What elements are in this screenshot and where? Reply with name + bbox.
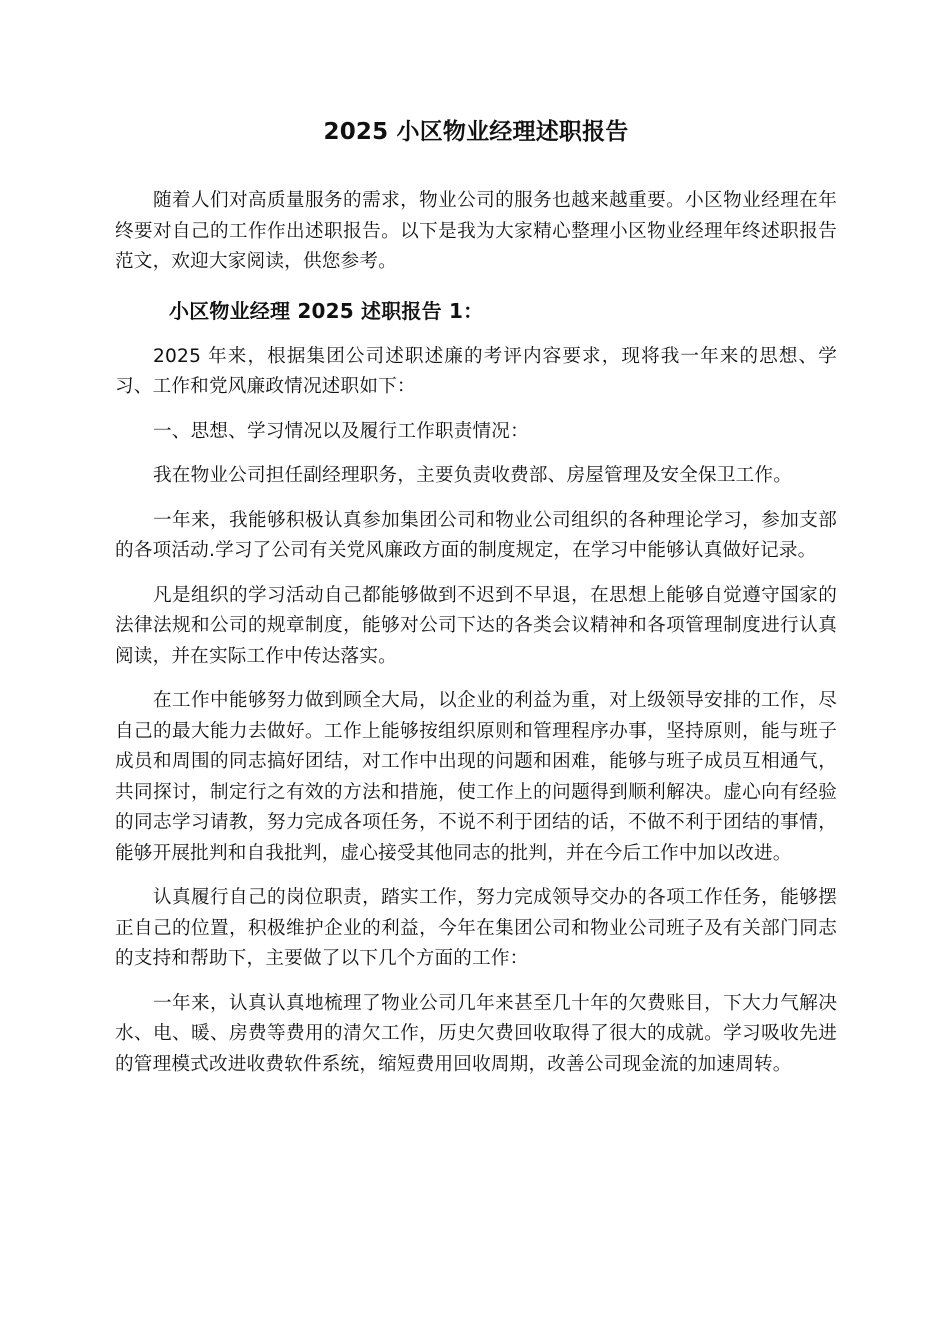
paragraph-spacing [115, 492, 837, 506]
section-heading: 小区物业经理 2025 述职报告 1： [169, 298, 484, 323]
paragraph-spacing [115, 869, 837, 883]
intro-paragraph: 随着人们对高质量服务的需求，物业公司的服务也越来越重要。小区物业经理在年终要对自己的工作作出述职报告。以下是我为大家精心整理小区物业经理年终述职报告范文，欢迎大家阅读，供您参考。 [115, 190, 837, 272]
section-subheading-paragraph: 一、思想、学习情况以及履行工作职责情况： [153, 420, 529, 442]
document-content [115, 115, 837, 1080]
paragraph-spacing [115, 447, 837, 461]
position-duty-paragraph: 我在物业公司担任副经理职务，主要负责收费部、房屋管理及安全保卫工作。 [153, 465, 792, 486]
title-spacing [115, 149, 837, 186]
paragraph-spacing [115, 975, 837, 989]
report-opening-paragraph: 2025 年来，根据集团公司述职述廉的考评内容要求，现将我一年来的思想、学习、工作和党风廉政情况述职如下： [115, 345, 837, 397]
document-title: 2025 小区物业经理述职报告 [323, 119, 629, 145]
paragraph-spacing [115, 672, 837, 686]
heading-spacing-after [115, 327, 837, 342]
fee-collection-paragraph: 一年来，认真认真地梳理了物业公司几年来甚至几十年的欠费账目，下大力气解决水、电、暖、房费等费用的清欠工作，历史欠费回收取得了很大的成就。学习吸收先进的管理模式改进收费软件系统，缩短费用回收周期，改善公司现金流的加速周转。 [115, 992, 837, 1075]
study-paragraph: 一年来，我能够积极认真参加集团公司和物业公司组织的各种理论学习，参加支部的各项活动.学习了公司有关党风廉政方面的制度规定，在学习中能够认真做好记录。 [115, 509, 837, 561]
teamwork-paragraph: 在工作中能够努力做到顾全大局，以企业的利益为重，对上级领导安排的工作，尽自己的最大能力去做好。工作上能够按组织原则和管理程序办事，坚持原则，能与班子成员和周围的同志搞好团结，对工作中出现的问题和困难，能够与班子成员互相通气，共同探讨，制定行之有效的方法和措施，使工作上的问题得到顺利解决。虚心向有经验的同志学习请教，努力完成各项任务，不说不利于团结的话，不做不利于团结的事情，能够开展批判和自我批判，虚心接受其他同志的批判，并在今后工作中加以改进。 [115, 690, 837, 864]
discipline-paragraph: 凡是组织的学习活动自己都能够做到不迟到不早退，在思想上能够自觉遵守国家的法律法规和公司的规章制度，能够对公司下达的各类会议精神和各项管理制度进行认真阅读，并在实际工作中传达落实。 [115, 584, 837, 667]
heading-spacing-before [115, 278, 837, 295]
paragraph-spacing [115, 567, 837, 581]
responsibility-paragraph: 认真履行自己的岗位职责，踏实工作，努力完成领导交办的各项工作任务，能够摆正自己的位置，积极维护企业的利益，今年在集团公司和物业公司班子及有关部门同志的支持和帮助下，主要做了以下几个方面的工作： [115, 887, 837, 969]
paragraph-spacing [115, 403, 837, 417]
